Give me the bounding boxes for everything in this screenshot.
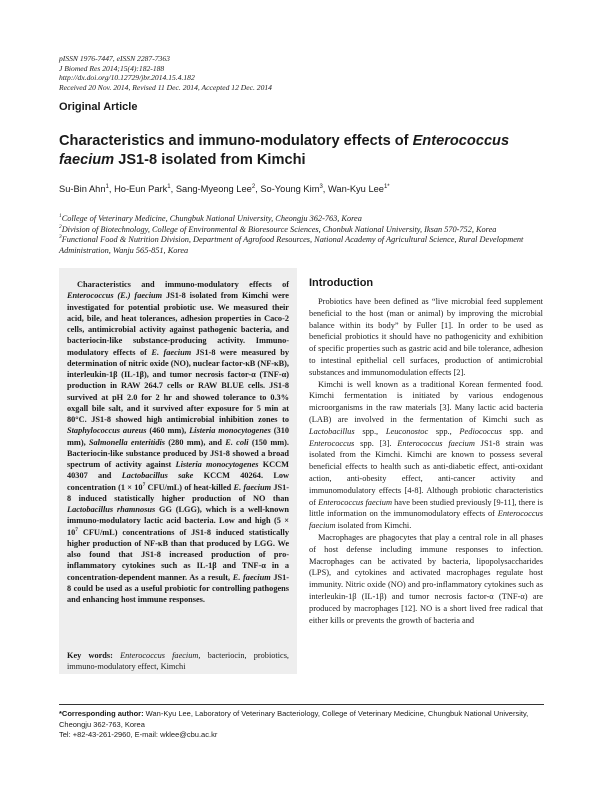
- affiliation-item: [59, 214, 559, 225]
- author-affiliation-mark: 1*: [383, 183, 390, 190]
- author-name: Wan-Kyu Lee: [327, 184, 384, 194]
- title-part2: JS1-8 isolated from Kimchi: [114, 152, 306, 168]
- affiliation-number: 2: [59, 223, 62, 230]
- keyword-species: Enterococcus faecium: [120, 651, 199, 660]
- article-title: [59, 132, 559, 170]
- author-name: So-Young Kim: [260, 184, 320, 194]
- author-list: [59, 184, 390, 194]
- corresponding-text: Wan-Kyu Lee, Laboratory of Veterinary Bacteriology, College of Veterinary Medicine, Chungbuk National University, Cheongju 362-763, Korea: [59, 709, 529, 729]
- doi-link[interactable]: http://dx.doi.org/10.12729/jbr.2014.15.4.182: [59, 73, 195, 83]
- intro-paragraph: Kimchi is well known as a traditional Korean fermented food. Kimchi fermentation is initiated by various endogenous microorganisms in the raw materials [3]. Many lactic acid bacteria (LAB) are involved in the fermentation of Kimchi such as Lactobacillus spp., Leuconostoc spp., Pediococcus spp. and Enterococcus spp. [3]. Enterococcus faecium JS1-8 strain was isolated from the Kimchi. Kimchi are known to possess several beneficial effects to health such as anti-diabetic effect, anti-oxidant action, anti-obesity effect, anti-cancer activity and immunomodulatory effects [4-8]. Although probiotic characteristics of Enterococcus faecium have been studied previously [9-11], there is little information on the immunomodulatory effects of Enterococcus faecium isolated from Kimchi.: [309, 379, 543, 531]
- article-type-label: Original Article: [59, 101, 138, 113]
- introduction-body: [309, 296, 543, 626]
- affiliation-list: [59, 214, 559, 256]
- title-part1: Characteristics and immuno-modulatory effects of: [59, 133, 413, 149]
- author-affiliation-mark: 1: [167, 183, 171, 190]
- author-separator: ,: [322, 184, 328, 194]
- keywords-label: Key words:: [67, 651, 113, 660]
- affiliation-item: [59, 225, 559, 236]
- affiliation-number: 3: [59, 234, 62, 241]
- issn-line: pISSN 1976-7447, eISSN 2287-7363: [59, 54, 170, 63]
- author-separator: ,: [170, 184, 176, 194]
- affiliation-text: Division of Biotechnology, College of Environmental & Bioresource Sciences, Chonbuk National University, Iksan 570-752, Korea: [61, 224, 497, 234]
- title-species: Enterococcus faecium: [59, 133, 510, 168]
- affiliation-text: Functional Food & Nutrition Division, Department of Agrofood Resources, National Academy of Agricultural Science, Rural Development Administration, Wanju 565-851, Korea: [59, 235, 524, 255]
- author-affiliation-mark: 3: [319, 183, 323, 190]
- author-name: Ho-Eun Park: [114, 184, 168, 194]
- journal-metadata: [59, 54, 272, 92]
- affiliation-number: 1: [59, 213, 62, 220]
- author-name: Sang-Myeong Lee: [175, 184, 252, 194]
- dates-line: Received 20 Nov. 2014, Revised 11 Dec. 2014, Accepted 12 Dec. 2014: [59, 82, 272, 92]
- author-affiliation-mark: 1: [105, 183, 109, 190]
- author-name: Su-Bin Ahn: [59, 184, 106, 194]
- author-separator: ,: [255, 184, 261, 194]
- author-separator: ,: [108, 184, 115, 194]
- footnote-divider: [59, 704, 544, 705]
- citation-line: J Biomed Res 2014;15(4):182-188: [59, 63, 165, 73]
- affiliation-text: College of Veterinary Medicine, Chungbuk National University, Cheongju 362-763, Korea: [61, 214, 362, 223]
- corresponding-author-note: [59, 709, 544, 741]
- keywords: [67, 650, 289, 673]
- corresponding-label: *Corresponding author:: [59, 709, 144, 718]
- intro-paragraph: Macrophages are phagocytes that play a central role in all phases of host defense including immune responses to infection. Macrophages can be activated by bacteria, lipopolysaccharides (LPS), and cytokines and activated macrophages regulate host immunity. Nitric oxide (NO) and pro-inflammatory cytokines such as interleukin-1β (IL-1β) and tumor necrosis factor-α (TNF-α) are produced by macrophages [12]. NO is a short lived free radical that either kills or prevents the growth of bacteria and: [309, 532, 543, 625]
- author-affiliation-mark: 2: [251, 183, 256, 190]
- introduction-heading: Introduction: [309, 277, 374, 289]
- affiliation-item: [59, 235, 559, 256]
- intro-paragraph: Probiotics have been defined as “live microbial feed supplement beneficial to the host (man or animal) by improving the microbial balance within its body” by Fuller [1]. In order to be used as beneficial probiotics it should have no pathogenicity and exhibition of specific properties such as gastric acid and bile tolerance, adhesion to intestinal epithelial cell surfaces, production of antimicrobial substances and immunomodulation effects [2].: [309, 297, 543, 377]
- corresponding-contact[interactable]: Tel: +82-43-261-2960, E-mail: wklee@cbu.ac.kr: [59, 730, 218, 739]
- abstract-text: Characteristics and immuno-modulatory effects of Enterococcus (E.) faecium JS1-8 isolated from Kimchi were investigated for potential probiotic use. We measured their acid, bile, and heat tolerances, adhesion properties in Caco-2 cells, antimicrobial activity against pathogenic bacteria, and bacteriocin-like substance-producing activity. Immuno-modulatory effects of E. faecium JS1-8 were measured by determination of nitric oxide (NO), nuclear factor-κB (NF-κB), interleukin-1β (IL-1β), and tumor necrosis factor-α (TNF-α) production in RAW 264.7 cells or RAW BLUE cells. JS1-8 survived at pH 2.0 for 2 hr and showed tolerance to 0.3% oxgall bile salt, and it survived after exposure for 5 min at 80°C. JS1-8 showed high antimicrobial inhibition zones to Staphylococcus aureus (460 mm), Listeria monocytogenes (310 mm), Salmonella enteritidis (280 mm), and E. coli (150 mm). Bacteriocin-like substance produced by JS1-8 showed a broad spectrum of activity against Listeria monocytogenes KCCM 40307 and Lactobacillus sake KCCM 40264. Low concentration ($1 \times 10^7$ CFU/mL) of heat-killed E. faecium JS1-8 induced statistically higher production of NO than Lactobacillus rhamnosus GG (LGG), which is a well-known immuno-modulatory lactic acid bacteria. Low and high ($5 \times 10^7$ CFU/mL) concentrations of JS1-8 induced statistically higher production of NF-κB than that produced by LGG. We also found that JS1-8 increased production of pro-inflammatory cytokines such as IL-1β and TNF-α in a concentration-dependent manner. As a result, E. faecium JS1-8 could be used as a useful probiotic for controlling pathogens and enhancing host immune responses.: [67, 280, 290, 604]
- keyword-list: , bacteriocin, probiotics, immuno-modulatory effect, Kimchi: [67, 651, 290, 672]
